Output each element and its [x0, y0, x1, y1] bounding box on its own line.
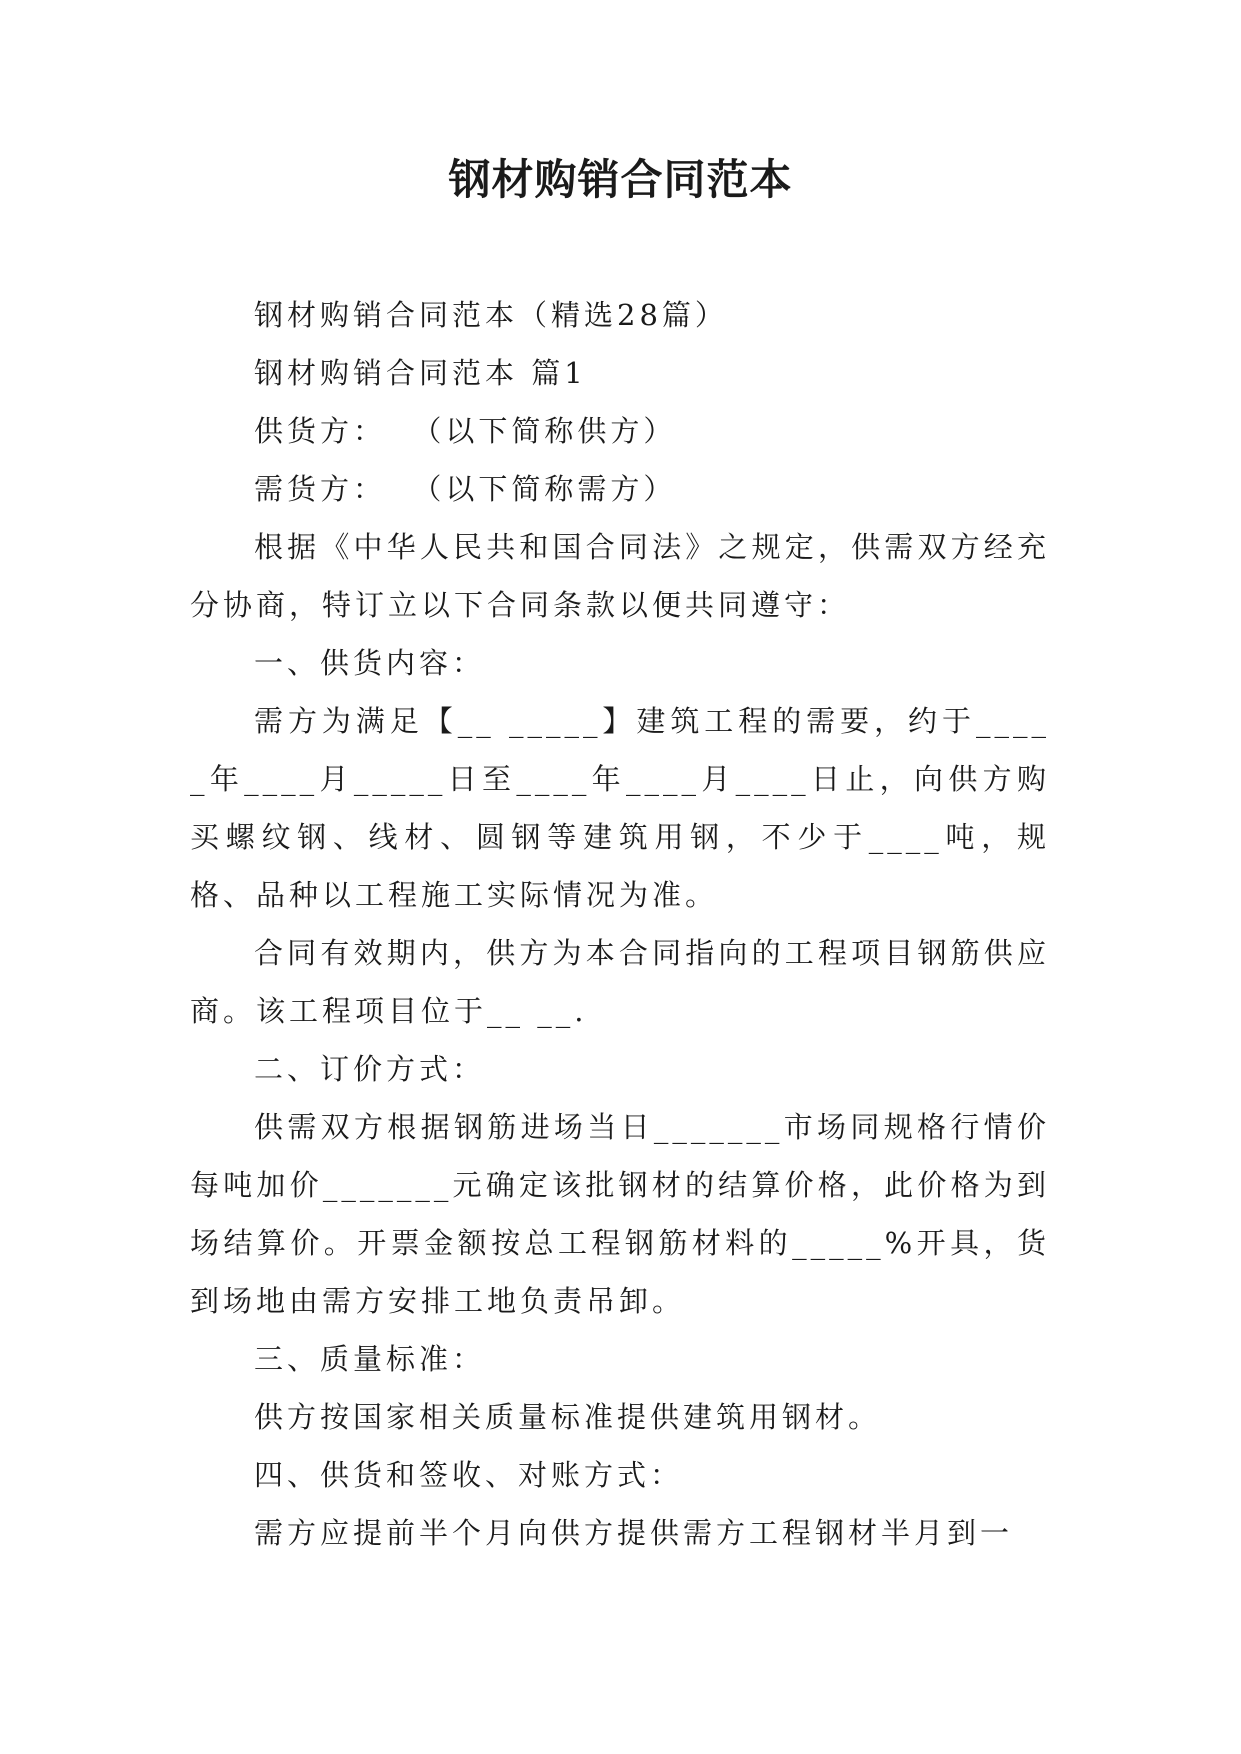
paragraph-pricing: 供需双方根据钢筋进场当日_______市场同规格行情价每吨加价_______元确定该批钢材的结算价格，此价格为到场结算价。开票金额按总工程钢筋材料的_____%开具，货到场地由需方安排工地负责吊卸。 [190, 1110, 1050, 1318]
paragraph-supplier: 供货方： （以下简称供方） [254, 414, 677, 448]
paragraph-quality: 供方按国家相关质量标准提供建筑用钢材。 [254, 1400, 882, 1434]
document-title: 钢材购销合同范本 [448, 155, 793, 204]
paragraph-preamble: 根据《中华人民共和国合同法》之规定，供需双方经充分协商，特订立以下合同条款以便共同遵守： [190, 530, 1050, 622]
paragraph-validity: 合同有效期内，供方为本合同指向的工程项目钢筋供应商。该工程项目位于__ __. [190, 936, 1050, 1028]
clause-heading-quality: 三、质量标准： [254, 1342, 486, 1376]
clause-heading-pricing: 二、订价方式： [254, 1052, 486, 1086]
paragraph-subtitle: 钢材购销合同范本（精选28篇） [254, 298, 728, 332]
paragraph-supply-content: 需方为满足【__ _____】建筑工程的需要，约于_____年____月_____日至____年____月____日止，向供方购买螺纹钢、线材、圆钢等建筑用钢，不少于____吨，规格、品种以工程施工实际情况为准。 [190, 704, 1050, 912]
paragraph-section-heading: 钢材购销合同范本 篇1 [254, 356, 587, 390]
clause-heading-delivery: 四、供货和签收、对账方式： [254, 1458, 684, 1492]
document-body [190, 286, 1050, 1562]
paragraph-delivery: 需方应提前半个月向供方提供需方工程钢材半月到一 [254, 1516, 1014, 1550]
paragraph-buyer: 需货方： （以下简称需方） [254, 472, 677, 506]
clause-heading-supply-content: 一、供货内容： [254, 646, 486, 680]
